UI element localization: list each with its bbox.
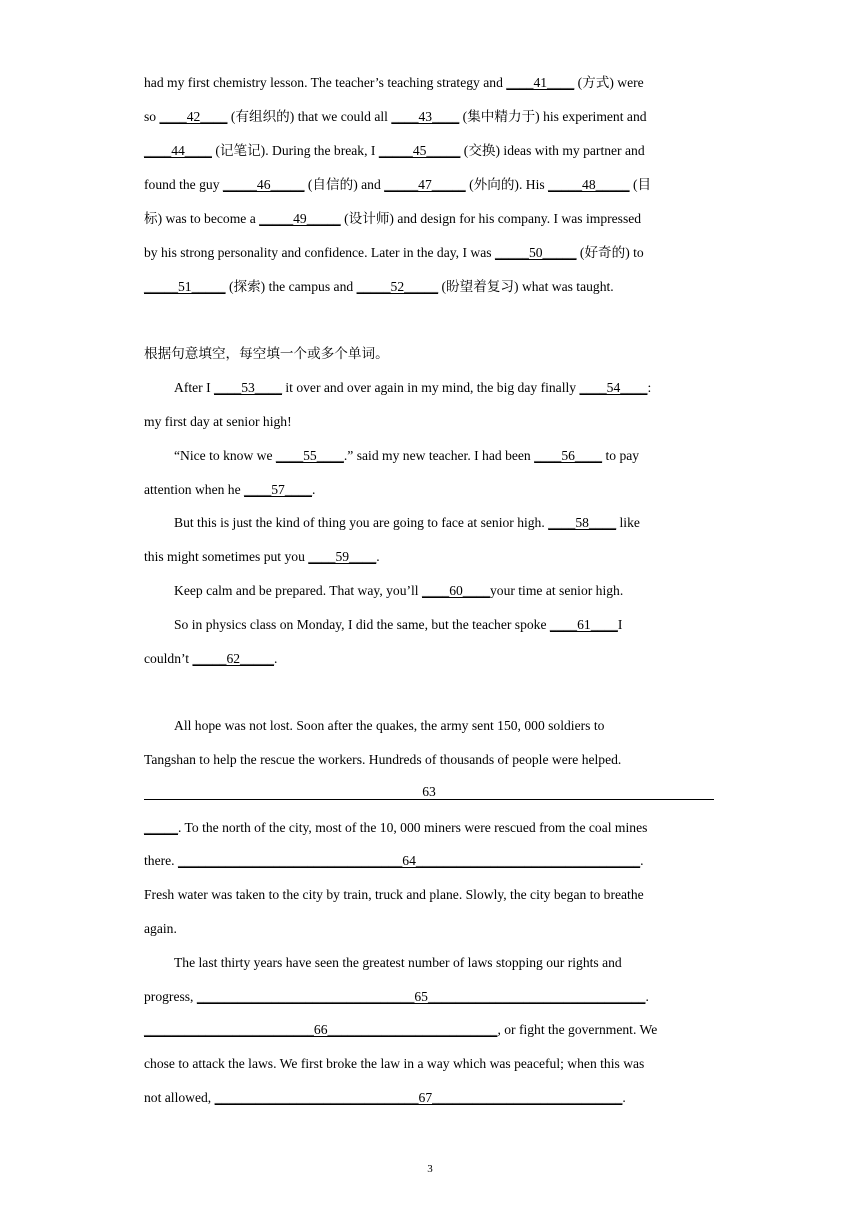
blank-57[interactable]: ____57____	[244, 482, 313, 497]
text: (交换) ideas with my partner and	[460, 143, 645, 158]
blank-66[interactable]: _________________________66_________________________	[144, 1022, 498, 1037]
blank-49[interactable]: _____49_____	[259, 211, 341, 226]
text: there.	[144, 853, 178, 868]
blank-58[interactable]: ____58____	[548, 515, 617, 530]
passage3-line-11: chose to attack the laws. We first broke the law in a way which was peaceful; when this was	[144, 1056, 645, 1071]
blank-56[interactable]: ____56____	[534, 448, 603, 463]
page-number: 3	[427, 1163, 433, 1175]
passage3-line-4	[144, 819, 647, 837]
passage1-line-2	[144, 108, 647, 126]
text: (有组织的) that we could all	[227, 109, 392, 124]
text: like	[616, 515, 640, 530]
text: (盼望着复习) what was taught.	[438, 279, 614, 294]
text: “Nice to know we	[174, 448, 276, 463]
text: , or fight the government. We	[497, 1022, 658, 1037]
text: .	[645, 989, 649, 1004]
passage3-line-6: Fresh water was taken to the city by train, truck and plane. Slowly, the city began to breathe	[144, 887, 644, 902]
passage1-line-6	[144, 244, 644, 262]
blank-42[interactable]: ____42____	[159, 109, 228, 124]
text: (记笔记). During the break, I	[211, 143, 379, 158]
blank-41[interactable]: ____41____	[506, 75, 575, 90]
blank-48[interactable]: _____48_____	[548, 177, 630, 192]
section2-line-5	[174, 514, 640, 532]
blank-45[interactable]: _____45_____	[378, 143, 461, 158]
blank-47[interactable]: _____47_____	[384, 177, 466, 192]
passage3-line-1: All hope was not lost. Soon after the quakes, the army sent 150, 000 soldiers to	[174, 718, 605, 733]
blank-52[interactable]: _____52_____	[356, 279, 439, 294]
text: 标) was to become a	[144, 211, 260, 226]
passage3-line-10	[144, 1021, 657, 1039]
blank-61[interactable]: ____61____	[549, 617, 618, 632]
passage3-line-5	[144, 852, 644, 870]
text: had my first chemistry lesson. The teacher’s teaching strategy and	[144, 75, 507, 90]
blank-55[interactable]: ____55____	[275, 448, 344, 463]
passage1-line-5	[144, 210, 641, 228]
blank-51[interactable]: _____51_____	[144, 279, 226, 294]
passage3-line-9	[144, 988, 649, 1006]
blank-46[interactable]: _____46_____	[222, 177, 305, 192]
text: .” said my new teacher. I had been	[343, 448, 535, 463]
text: (方式) were	[574, 75, 644, 90]
text: (好奇的) to	[576, 245, 644, 260]
text: (目	[629, 177, 652, 192]
text: so	[144, 109, 160, 124]
text: couldn’t	[144, 651, 193, 666]
blank-59[interactable]: ____59____	[308, 549, 377, 564]
blank-53[interactable]: ____53____	[214, 380, 282, 395]
passage3-line-2: Tangshan to help the rescue the workers. Hundreds of thousands of people were helped.	[144, 752, 622, 767]
blank-65[interactable]: ________________________________65________________________________	[196, 989, 646, 1004]
passage1-line-4	[144, 176, 651, 194]
passage3-line-8: The last thirty years have seen the greatest number of laws stopping our rights and	[174, 955, 622, 970]
section2-line-1	[174, 379, 651, 397]
passage1-line-7	[144, 278, 614, 296]
blank-54[interactable]: ____54____	[579, 380, 648, 395]
text: .	[376, 549, 380, 564]
text: (集中精力于) his experiment and	[459, 109, 647, 124]
blank-63-number: 63	[422, 784, 436, 799]
text: found the guy	[144, 177, 223, 192]
section2-line-7	[174, 582, 623, 600]
text: .	[622, 1090, 626, 1105]
text: attention when he	[144, 482, 245, 497]
text: this might sometimes put you	[144, 549, 309, 564]
text: (探索) the campus and	[225, 279, 357, 294]
text: After I	[174, 380, 215, 395]
section2-line-9	[144, 650, 277, 668]
blank-63[interactable]	[144, 783, 714, 801]
text: it over and over again in my mind, the big day finally	[281, 380, 580, 395]
passage1-line-1	[144, 74, 644, 92]
text: not allowed,	[144, 1090, 215, 1105]
section2-line-6	[144, 548, 380, 566]
passage3-line-12	[144, 1089, 626, 1107]
text: .	[312, 482, 316, 497]
text: to pay	[602, 448, 640, 463]
section2-line-8	[174, 616, 622, 634]
blank-64[interactable]: _________________________________64_________________________________	[177, 853, 641, 868]
text: (设计师) and design for his company. I was impressed	[340, 211, 642, 226]
text: by his strong personality and confidence. Later in the day, I was	[144, 245, 495, 260]
blank-44[interactable]: ____44____	[144, 143, 212, 158]
text: (自信的) and	[304, 177, 385, 192]
text: Keep calm and be prepared. That way, you’ll	[174, 583, 422, 598]
section-instruction: 根据句意填空，每空填一个或多个单词。	[144, 346, 389, 361]
text: . To the north of the city, most of the 10, 000 miners were rescued from the coal mines	[177, 820, 648, 835]
blank-43[interactable]: ____43____	[391, 109, 460, 124]
section2-line-2: my first day at senior high!	[144, 414, 292, 429]
passage3-line-7: again.	[144, 921, 177, 936]
text: I	[617, 617, 623, 632]
blank-67[interactable]: ______________________________67____________________________	[214, 1090, 623, 1105]
text: So in physics class on Monday, I did the same, but the teacher spoke	[174, 617, 550, 632]
blank-62[interactable]: _____62_____	[192, 651, 275, 666]
text: your time at senior high.	[489, 583, 624, 598]
text: :	[647, 380, 652, 395]
blank-50[interactable]: _____50_____	[494, 245, 577, 260]
text: progress,	[144, 989, 197, 1004]
passage1-line-3	[144, 142, 645, 160]
text: (外向的). His	[465, 177, 549, 192]
section2-line-3	[174, 447, 639, 465]
text: .	[274, 651, 278, 666]
text: .	[640, 853, 644, 868]
section2-line-4	[144, 481, 315, 499]
blank-60[interactable]: ____60____	[422, 583, 490, 598]
text: But this is just the kind of thing you are going to face at senior high.	[174, 515, 549, 530]
blank-63-tail[interactable]: _____	[144, 820, 178, 835]
